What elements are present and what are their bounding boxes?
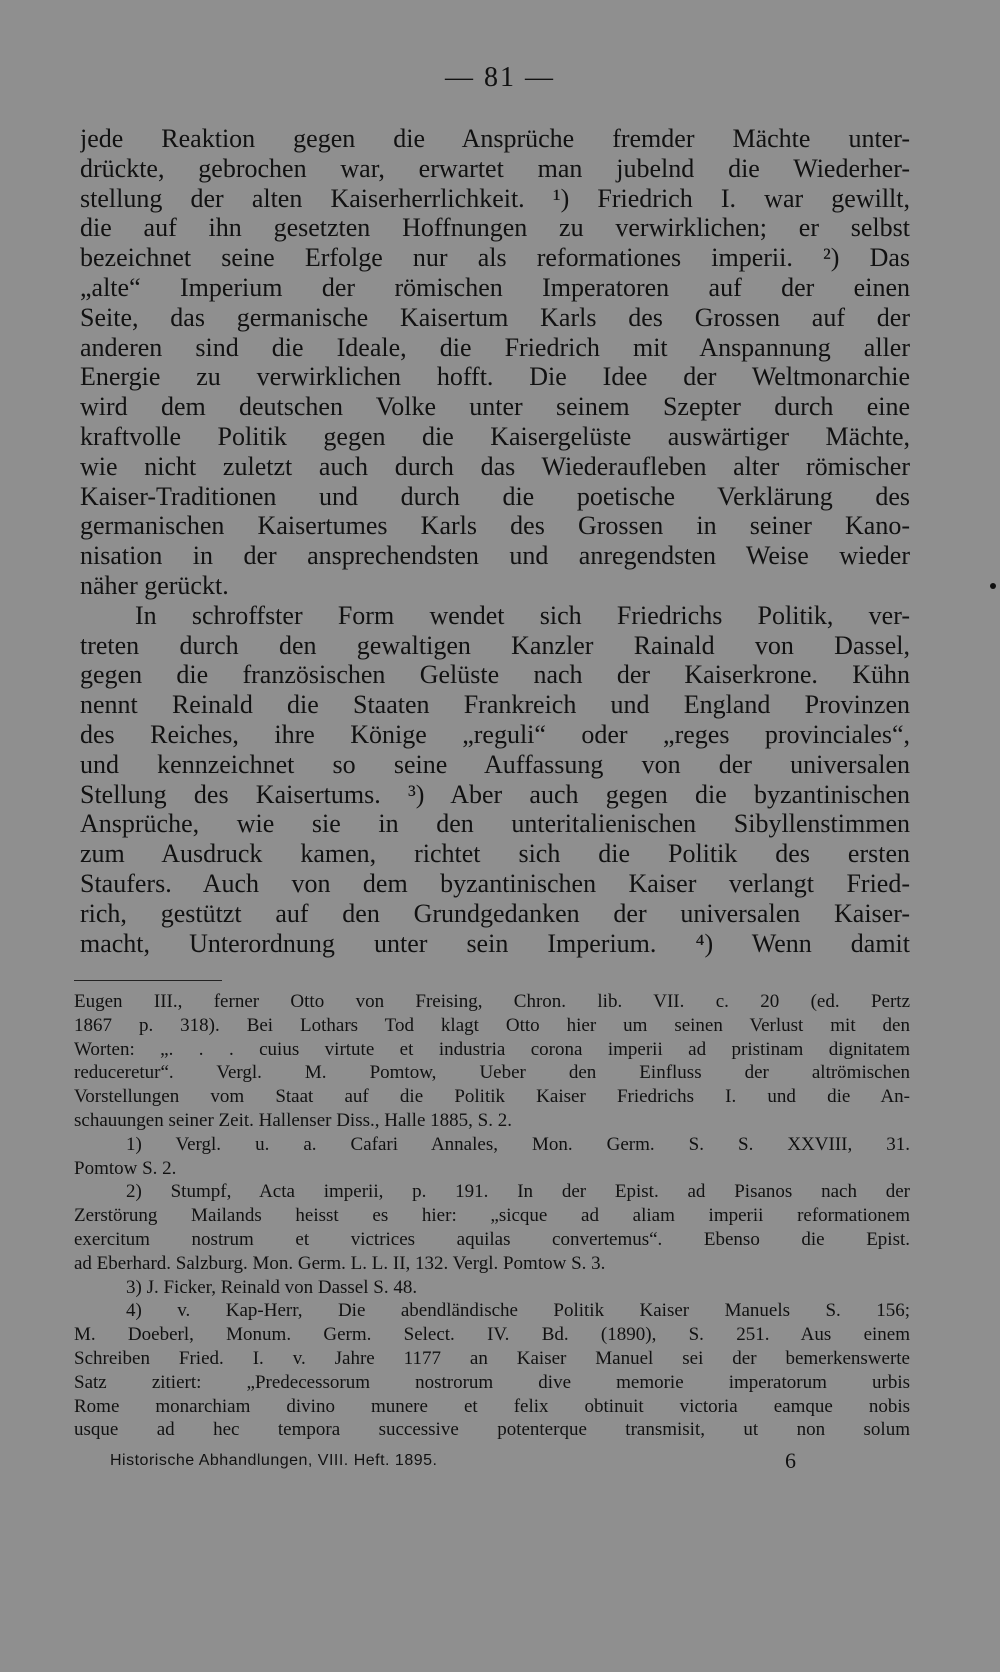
body-line: nennt Reinald die Staaten Frankreich und England Provinzen (80, 690, 910, 720)
footnote-line: reduceretur“. Vergl. M. Pomtow, Ueber den Einfluss der altrömischen (74, 1062, 910, 1084)
body-line: kraftvolle Politik gegen die Kaisergelüste auswärtiger Mächte, (80, 421, 910, 451)
footnote-line: 4) v. Kap-Herr, Die abendländische Politik Kaiser Manuels S. 156; (126, 1300, 910, 1322)
body-line: näher gerückt. (80, 570, 229, 600)
body-line: Ansprüche, wie sie in den unteritalienischen Sibyllenstimmen (80, 809, 910, 839)
body-line: bezeichnet seine Erfolge nur als reformationes imperii. ²) Das (80, 243, 910, 273)
footnote-line: Zerstörung Mailands heisst es hier: „sicque ad aliam imperii reformationem (74, 1205, 910, 1227)
footnote-line: 2) Stumpf, Acta imperii, p. 191. In der Epist. ad Pisanos nach der (126, 1181, 910, 1203)
body-line: rich, gestützt auf den Grundgedanken der universalen Kaiser- (80, 898, 910, 928)
footnote-line: schauungen seiner Zeit. Hallenser Diss., Halle 1885, S. 2. (74, 1109, 512, 1131)
body-line: wird dem deutschen Volke unter seinem Szepter durch eine (80, 392, 910, 422)
body-line: Seite, das germanische Kaisertum Karls des Grossen auf der (80, 302, 910, 332)
signature-mark: 6 (785, 1448, 796, 1473)
body-line: Staufers. Auch von dem byzantinischen Kaiser verlangt Fried- (80, 868, 910, 898)
page-footer: Historische Abhandlungen, VIII. Heft. 1895. (110, 1452, 438, 1469)
footnote-line: Vorstellungen vom Staat auf die Politik Kaiser Friedrichs I. und die An- (74, 1086, 910, 1108)
margin-dot (990, 583, 996, 589)
footnotes (74, 990, 910, 1442)
footnote-separator (74, 980, 222, 981)
body-line: des Reiches, ihre Könige „reguli“ oder „reges provinciales“, (80, 719, 910, 749)
body-line: die auf ihn gesetzten Hoffnungen zu verwirklichen; er selbst (80, 213, 910, 243)
footnote-line: 1) Vergl. u. a. Cafari Annales, Mon. Germ. S. S. XXVIII, 31. (126, 1133, 910, 1155)
footnote-line: Satz zitiert: „Predecessorum nostrorum dive memorie imperatorum urbis (74, 1371, 910, 1393)
body-line: germanischen Kaisertumes Karls des Grossen in seiner Kano- (80, 511, 910, 541)
body-line: nisation in der ansprechendsten und anregendsten Weise wieder (80, 541, 910, 571)
footnote-line: Pomtow S. 2. (74, 1157, 177, 1179)
body-line: Energie zu verwirklichen hofft. Die Idee der Weltmonarchie (80, 362, 910, 392)
body-line: zum Ausdruck kamen, richtet sich die Politik des ersten (80, 839, 910, 869)
footnote-line: Rome monarchiam divino munere et felix obtinuit victoria eamque nobis (74, 1395, 910, 1417)
body-line: jede Reaktion gegen die Ansprüche fremder Mächte unter- (80, 124, 910, 153)
body-line: stellung der alten Kaiserherrlichkeit. ¹) Friedrich I. war gewillt, (80, 183, 910, 213)
body-line: gegen die französischen Gelüste nach der Kaiserkrone. Kühn (80, 660, 910, 690)
footnote-line: 3) J. Ficker, Reinald von Dassel S. 48. (126, 1276, 418, 1298)
body-line: Stellung des Kaisertums. ³) Aber auch gegen die byzantinischen (80, 779, 910, 809)
footnote-line: Schreiben Fried. I. v. Jahre 1177 an Kaiser Manuel sei der bemerkenswerte (74, 1347, 910, 1369)
footnote-line: Eugen III., ferner Otto von Freising, Chron. lib. VII. c. 20 (ed. Pertz (74, 991, 910, 1012)
body-line: und kennzeichnet so seine Auffassung von der universalen (80, 749, 910, 779)
body-line: Kaiser-Traditionen und durch die poetische Verklärung des (80, 481, 910, 511)
footnote-line: usque ad hec tempora successive potenterque transmisit, ut non solum (74, 1419, 910, 1441)
body-line: anderen sind die Ideale, die Friedrich mit Anspannung aller (80, 332, 910, 362)
footnote-line: 1867 p. 318). Bei Lothars Tod klagt Otto hier um seinen Verlust mit den (74, 1014, 910, 1036)
body-line: In schroffster Form wendet sich Friedrichs Politik, ver- (135, 600, 910, 630)
body-line: treten durch den gewaltigen Kanzler Rainald von Dassel, (80, 630, 910, 660)
main-text (80, 124, 910, 958)
footnote-line: Worten: „. . . cuius virtute et industria corona imperii ad pristinam dignitatem (74, 1038, 910, 1060)
page-number: — 81 — (445, 62, 555, 93)
body-line: „alte“ Imperium der römischen Imperatoren auf der einen (80, 272, 910, 302)
body-line: wie nicht zuletzt auch durch das Wiederaufleben alter römischer (80, 451, 910, 481)
body-line: drückte, gebrochen war, erwartet man jubelnd die Wiederher- (80, 153, 910, 183)
footnote-line: M. Doeberl, Monum. Germ. Select. IV. Bd. (1890), S. 251. Aus einem (74, 1324, 910, 1346)
footnote-line: exercitum nostrum et victrices aquilas convertemus“. Ebenso die Epist. (74, 1228, 910, 1250)
body-line: macht, Unterordnung unter sein Imperium. ⁴) Wenn damit (80, 928, 910, 958)
footnote-line: ad Eberhard. Salzburg. Mon. Germ. L. L. II, 132. Vergl. Pomtow S. 3. (74, 1252, 606, 1274)
